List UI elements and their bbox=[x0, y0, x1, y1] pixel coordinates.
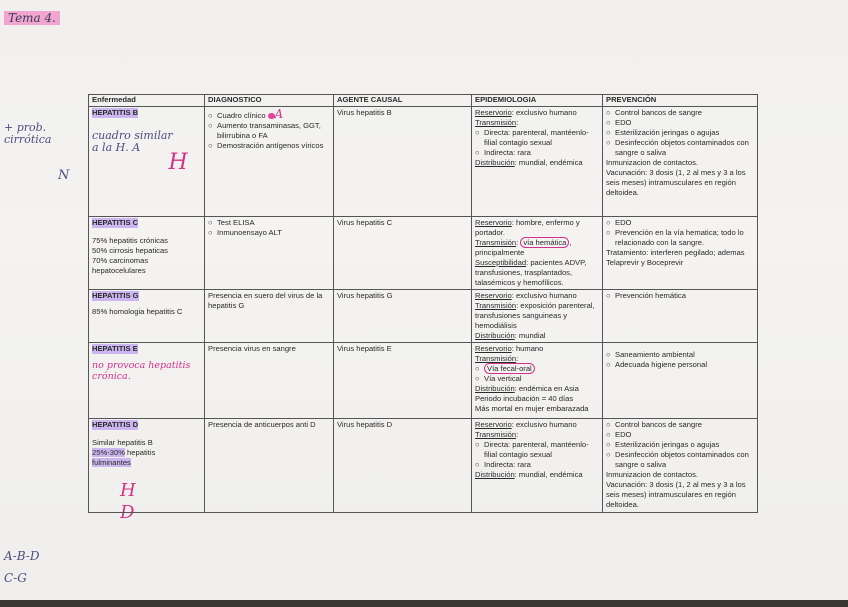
disease-name: HEPATITIS D bbox=[92, 420, 139, 429]
epidemiology-cell: Reservorio: exclusivo humano Transmisión: ○ Directa: parenteral, mantéenlo-filial contagio sexual ○ Indirecta: rara Distribución: mundial, endémica bbox=[472, 419, 603, 513]
margin-note-groups: A-B-D C-G bbox=[4, 549, 40, 585]
handwritten-note-a: A bbox=[274, 107, 284, 121]
epidemiology-cell: Reservorio: exclusivo humano Transmisión: exposición parenteral, transfusiones sanguineas y hemodiálisis Distribución: mundial bbox=[472, 290, 603, 343]
disease-cell-d: HEPATITIS D Similar hepatitis B 25%-30% hepatitis fulminantes bbox=[89, 419, 205, 513]
agent-cell: Virus hepatitis D bbox=[334, 419, 472, 513]
diagnosis-cell: Presencia de anticuerpos anti D bbox=[205, 419, 334, 513]
prevention-cell: ○ EDO ○ Prevención en la vía hematica; todo lo relacionado con la sangre. Tratamiento: interferen pegilado; ademas Telaprevir y Boceprevir bbox=[603, 217, 758, 290]
prevention-cell: ○ Control bancos de sangre ○ EDO ○ Esterilización jeringas o agujas ○ Desinfección objetos contaminados con sangre o saliva Inmunizacion de contactos. Vacunación: 3 dosis (1, 2 al mes y 3 a los seis meses) intramusculares en región deltoidea. bbox=[603, 107, 758, 217]
prevention-cell: ○ Control bancos de sangre ○ EDO ○ Esterilización jeringas o agujas ○ Desinfección objetos contaminados con sangre o saliva Inmunizacion de contactos. Vacunación: 3 dosis (1, 2 al mes y 3 a los seis meses) intramusculares en región deltoidea. bbox=[603, 419, 758, 513]
table-row bbox=[89, 419, 758, 513]
disease-name: HEPATITIS B bbox=[92, 108, 139, 117]
diagnosis-cell: ○ Test ELISA ○ Inmunoensayo ALT bbox=[205, 217, 334, 290]
epidemiology-cell: Reservorio: humano Transmisión: ○ Vía fecal-oral ○ Vía vertical Distribución: endémica en Asia Periodo incubación = 40 días Más mortal en mujer embarazada bbox=[472, 343, 603, 419]
prevention-cell: ○ Saneamiento ambiental ○ Adecuada higiene personal bbox=[603, 343, 758, 419]
table-row bbox=[89, 217, 758, 290]
agent-cell: Virus hepatitis B bbox=[334, 107, 472, 217]
diagnosis-cell: ○ Cuadro clínico A ○ Aumento transaminasas, GGT, bilirrubina o FA ○ Demostración antígenos víricos bbox=[205, 107, 334, 217]
disease-name: HEPATITIS G bbox=[92, 291, 139, 300]
handwritten-note-no-provoca: no provoca hepatitis crónica. bbox=[92, 360, 191, 382]
table-row bbox=[89, 290, 758, 343]
margin-note-n: N bbox=[58, 168, 70, 183]
prevention-cell: ○ Prevención hemática bbox=[603, 290, 758, 343]
disease-cell-c: HEPATITIS C 75% hepatitis crónicas 50% cirrosis hepaticas 70% carcinomas hepatocelulares H bbox=[89, 217, 205, 290]
disease-name: HEPATITIS C bbox=[92, 218, 139, 227]
diagnosis-item: Demostración antígenos víricos bbox=[217, 141, 324, 150]
pink-highlight-mark bbox=[268, 113, 275, 119]
diagnosis-item: Aumento transaminasas, GGT, bilirrubina o FA bbox=[217, 121, 321, 140]
header-diagnostico: DIAGNOSTICO bbox=[205, 95, 334, 107]
table-row bbox=[89, 107, 758, 217]
header-enfermedad: Enfermedad bbox=[89, 95, 205, 107]
header-epidemiologia: EPIDEMIOLOGIA bbox=[472, 95, 603, 107]
epidemiology-cell: Reservorio: hombre, enfermo y portador. Transmisión: vía hemática , principalmente Susceptibilidad: pacientes ADVP, transfusiones, trasplantados, talasémicos y hemofílicos. bbox=[472, 217, 603, 290]
epidemiology-cell: Reservorio: exclusivo humano Transmisión: ○ Directa: parenteral, mantéenlo-filial contagio sexual ○ Indirecta: rara Distribución: mundial, endémica bbox=[472, 107, 603, 217]
agent-cell: Virus hepatitis G bbox=[334, 290, 472, 343]
table-header-row bbox=[89, 95, 758, 107]
table-row bbox=[89, 343, 758, 419]
disease-cell-e bbox=[89, 343, 205, 419]
disease-name: HEPATITIS E bbox=[92, 344, 138, 353]
header-agente-causal: AGENTE CAUSAL bbox=[334, 95, 472, 107]
hepatitis-table bbox=[88, 94, 758, 513]
agent-cell: Virus hepatitis E bbox=[334, 343, 472, 419]
handwritten-note-cuadro-similar: cuadro similar a la H. A bbox=[92, 129, 173, 154]
agent-cell: Virus hepatitis C bbox=[334, 217, 472, 290]
diagnosis-cell: Presencia virus en sangre bbox=[205, 343, 334, 419]
margin-note-hd: H D bbox=[120, 480, 136, 523]
margin-note-prob-cirrotica: + prob. cirrótica bbox=[4, 121, 52, 146]
header-prevencion: PREVENCIÓN bbox=[603, 95, 758, 107]
page-heading-tema: Tema 4. bbox=[4, 11, 60, 25]
diagnosis-item: Cuadro clínico bbox=[217, 111, 266, 120]
disease-cell-g: HEPATITIS G 85% homologia hepatitis C bbox=[89, 290, 205, 343]
diagnosis-cell: Presencia en suero del virus de la hepatitis G bbox=[205, 290, 334, 343]
